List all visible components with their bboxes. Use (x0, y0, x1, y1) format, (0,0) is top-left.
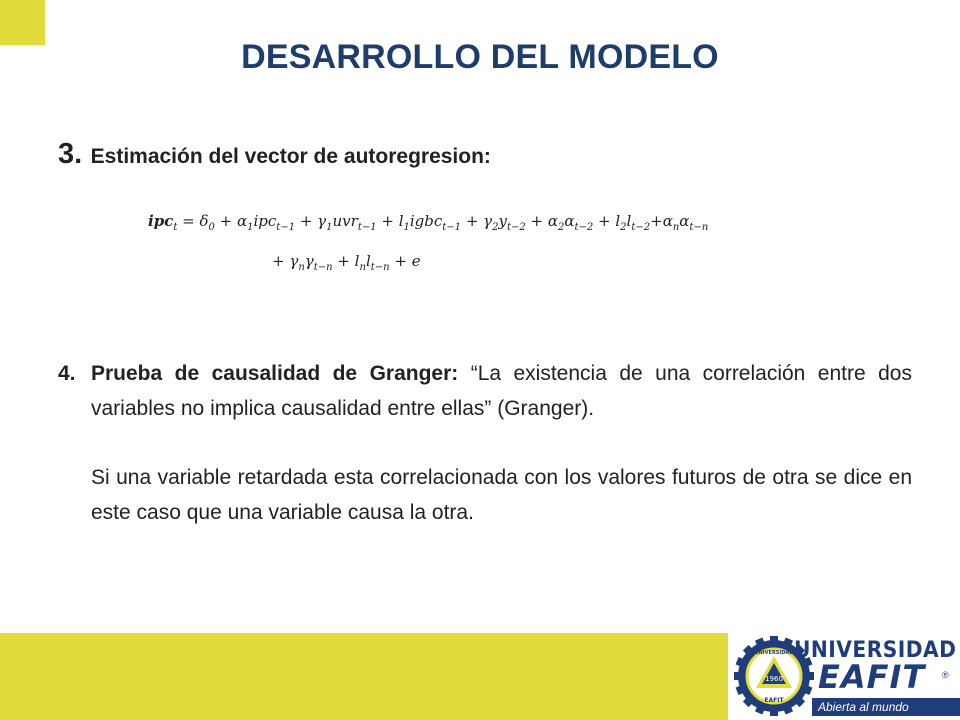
equation-lhs-sub: t (173, 222, 178, 233)
section-4 (58, 356, 912, 530)
equation-line-1-term-subscript: t−2 (506, 222, 526, 233)
equation-line-1-term-subscript: 2 (557, 222, 565, 233)
equation-line-1-term-subscript: t−n (689, 222, 709, 233)
equation-line-1-term: ipc (253, 212, 277, 230)
equation-line-2 (272, 254, 708, 294)
equation-line-1-term-subscript: 0 (208, 222, 215, 233)
equation-line-1-term-subscript: t−1 (442, 222, 462, 233)
equation-line-1-term: + γ (295, 212, 327, 230)
equation-line-1-term-subscript: 1 (403, 222, 410, 233)
seal-top-text: UNIVERSIDAD (754, 650, 794, 656)
seal-bottom-text: EAFIT (764, 697, 784, 704)
logo-registered-mark: ® (942, 670, 949, 680)
equation-line-1-term: +α (650, 212, 673, 230)
equation-line-1-term: + l (376, 212, 404, 230)
section-3 (58, 138, 912, 171)
equation-line-2-term: + e (389, 252, 421, 270)
slide-title: DESARROLLO DEL MODELO (241, 38, 719, 76)
equation-line-2-term-subscript: t−n (313, 262, 333, 273)
logo-eafit-text: EAFIT (818, 658, 926, 696)
equation-line-1-term: = δ (177, 212, 209, 230)
equation-line-1-term-subscript: t−1 (357, 222, 377, 233)
equation-line-1-term: + α (214, 212, 248, 230)
footer-accent-band (0, 633, 728, 720)
equation-line-1-term-subscript: t−1 (276, 222, 296, 233)
equation-line-1-term: + α (525, 212, 558, 230)
equation-line-2-term-subscript: n (359, 262, 366, 273)
equation-line-1-term: igbc (409, 212, 443, 230)
equation-line-1-term: l (626, 212, 632, 230)
section-3-number: 3. (58, 138, 83, 170)
logo-university-text: UNIVERSIDAD (794, 638, 957, 663)
granger-quote: “La existencia de una correlación entre dos variables no implica causalidad entre ellas” (Granger). (91, 362, 912, 420)
equation-line-1-term-subscript: 2 (492, 222, 499, 233)
equation-line-1-term: + γ (461, 212, 493, 230)
equation-line-1-term: α (564, 212, 575, 230)
university-logo (728, 622, 960, 720)
section-4-paragraph (58, 356, 912, 426)
equation-line-2-term: l (365, 252, 371, 270)
var-equation (148, 214, 708, 294)
equation-line-2-term: + l (332, 252, 360, 270)
equation-line-1-term-subscript: t−2 (631, 222, 651, 233)
equation-lhs: ipc (148, 212, 174, 230)
equation-line-2-term: + γ (272, 252, 299, 270)
equation-line-1-term: uvr (332, 212, 358, 230)
equation-line-1-term-subscript: n (672, 222, 680, 233)
logo-tagline: Abierta al mundo (812, 698, 960, 716)
seal-year: 1960 (765, 675, 783, 683)
equation-line-1 (148, 214, 708, 254)
equation-line-2-term-subscript: t−n (370, 262, 390, 273)
causality-explanation: Si una variable retardada esta correlacionada con los valores futuros de otra se dice en este caso que una variable causa la otra. (91, 466, 912, 524)
equation-line-1-terms (177, 212, 709, 233)
equation-line-1-term-subscript: 2 (620, 222, 627, 233)
section-4-heading: Prueba de causalidad de Granger: (91, 362, 459, 385)
section-3-heading: Estimación del vector de autoregresion: (90, 145, 491, 168)
equation-line-2-term: γ (304, 252, 314, 270)
equation-line-1-term-subscript: t−2 (574, 222, 594, 233)
equation-line-1-term: + l (593, 212, 621, 230)
equation-line-1-term: α (679, 212, 690, 230)
equation-line-1-term: y (498, 212, 507, 230)
equation-line-2-term-subscript: n (298, 262, 305, 273)
section-4-number: 4. (58, 362, 76, 385)
equation-line-1-term-subscript: 1 (247, 222, 254, 233)
equation-line-1-term-subscript: 1 (326, 222, 333, 233)
